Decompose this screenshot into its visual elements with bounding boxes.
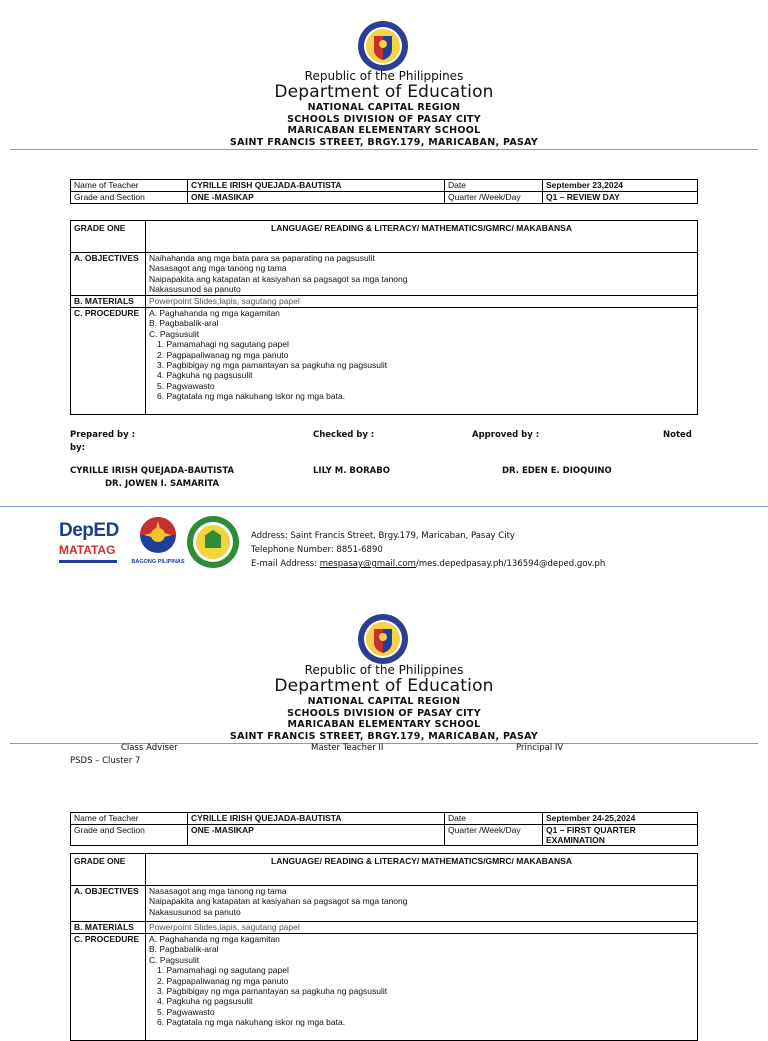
grade-label: Grade and Section bbox=[71, 192, 188, 204]
lesson-plan-table-page2 bbox=[70, 853, 698, 1041]
footer-rule bbox=[0, 506, 768, 507]
procedure-list bbox=[146, 934, 698, 1041]
objective-item: Naipapakita ang katapatan at kasiyahan sa pagsagot sa mga tanong bbox=[149, 273, 408, 284]
grade-value: ONE -MASIKAP bbox=[188, 825, 445, 846]
materials-value: Powerpoint Slides,lapis, sagutang papel bbox=[146, 922, 698, 934]
subjects-cell: LANGUAGE/ READING & LITERACY/ MATHEMATICS/GMRC/ MAKABANSA bbox=[146, 221, 698, 253]
region-line: NATIONAL CAPITAL REGION bbox=[307, 696, 461, 707]
bagong-pilipinas-logo bbox=[131, 515, 185, 565]
procedure-step: 4. Pagkuha ng pagsusulit bbox=[157, 996, 253, 1007]
deped-seal-page2 bbox=[357, 613, 409, 665]
header-lines bbox=[0, 102, 768, 148]
logo-underline bbox=[59, 560, 117, 563]
objectives-list bbox=[146, 886, 698, 922]
procedure-label: C. PROCEDURE bbox=[71, 308, 146, 415]
header-rule bbox=[10, 149, 758, 150]
email-label: E-mail Address: bbox=[251, 559, 320, 569]
objectives-label: A. OBJECTIVES bbox=[71, 253, 146, 296]
procedure-item: A. Paghahanda ng mga kagamitan bbox=[149, 934, 280, 944]
objectives-list bbox=[146, 253, 698, 296]
objective-item: Naipapakita ang katapatan at kasiyahan sa pagsagot sa mga tanong bbox=[149, 896, 408, 907]
quarter-label: Quarter /Week/Day bbox=[445, 825, 543, 846]
matatag-wordmark: MATATAG bbox=[59, 543, 116, 557]
approver-signatory: DR. EDEN E. DIOQUINO bbox=[502, 466, 612, 476]
date-label: Date bbox=[445, 180, 543, 192]
teacher-info-table-page2 bbox=[70, 812, 698, 846]
deped-matatag-logo bbox=[59, 520, 119, 563]
footer-address bbox=[251, 529, 605, 571]
objective-item: Nakasusunod sa panuto bbox=[149, 906, 241, 917]
procedure-step: 1. Pamamahagi ng sagutang papel bbox=[157, 339, 289, 350]
procedure-step: 5. Pagwawasto bbox=[157, 380, 215, 391]
subjects-cell: LANGUAGE/ READING & LITERACY/ MATHEMATICS/GMRC/ MAKABANSA bbox=[146, 854, 698, 886]
date-label: Date bbox=[445, 813, 543, 825]
procedure-step: 5. Pagwawasto bbox=[157, 1006, 215, 1017]
email-link[interactable]: mespasay@gmail.com bbox=[319, 559, 416, 569]
grade-label: Grade and Section bbox=[71, 825, 188, 846]
psds-role: PSDS – Cluster 7 bbox=[70, 756, 141, 766]
procedure-list bbox=[146, 308, 698, 415]
procedure-label: C. PROCEDURE bbox=[71, 934, 146, 1041]
teacher-info-table bbox=[70, 179, 698, 204]
region-line: NATIONAL CAPITAL REGION bbox=[307, 102, 461, 113]
procedure-step: 2. Pagpapaliwanag ng mga panuto bbox=[157, 349, 289, 360]
objective-item: Nasasagot ang mga tanong ng tama bbox=[149, 263, 287, 274]
procedure-item: C. Pagsusulit bbox=[149, 954, 200, 965]
procedure-item: C. Pagsusulit bbox=[149, 328, 200, 339]
quarter-value: Q1 – REVIEW DAY bbox=[543, 192, 698, 204]
principal-role: Principal IV bbox=[516, 743, 564, 753]
materials-label: B. MATERIALS bbox=[71, 922, 146, 934]
date-value: September 24-25,2024 bbox=[543, 813, 698, 825]
email-line bbox=[251, 557, 605, 571]
department-title: Department of Education bbox=[274, 82, 494, 102]
deped-seal-top bbox=[357, 20, 409, 72]
bagong-pilipinas-text: BAGONG PILIPINAS bbox=[131, 559, 185, 565]
checked-by-label: Checked by : bbox=[313, 430, 375, 440]
deped-wordmark: DepED bbox=[59, 520, 119, 541]
date-value: September 23,2024 bbox=[543, 180, 698, 192]
street-line: SAINT FRANCIS STREET, BRGY.179, MARICABAN, PASAY bbox=[229, 730, 539, 742]
republic-line-page2: Republic of the Philippines bbox=[304, 663, 464, 677]
street-line: SAINT FRANCIS STREET, BRGY.179, MARICABAN, PASAY bbox=[229, 136, 539, 148]
email-rest: /mes.depedpasay.ph/136594@deped.gov.ph bbox=[415, 559, 606, 569]
noter-signatory: DR. JOWEN I. SAMARITA bbox=[105, 479, 220, 489]
division-line: SCHOOLS DIVISION OF PASAY CITY bbox=[287, 113, 481, 125]
department-title-page2: Department of Education bbox=[274, 676, 494, 696]
republic-line: Republic of the Philippines bbox=[304, 69, 464, 83]
master-teacher-role: Master Teacher II bbox=[311, 743, 384, 753]
school-seal bbox=[186, 515, 240, 573]
lesson-plan-table bbox=[70, 220, 698, 415]
procedure-item: B. Pagbabalik-aral bbox=[149, 318, 219, 329]
materials-value: Powerpoint Slides,lapis, sagutang papel bbox=[146, 296, 698, 308]
objective-item: Naihahanda ang mga bata para sa paparating na pagsusulit bbox=[149, 253, 375, 263]
grade-one-cell: GRADE ONE bbox=[71, 854, 146, 886]
header-lines-page2 bbox=[0, 696, 768, 742]
procedure-step: 4. Pagkuha ng pagsusulit bbox=[157, 370, 253, 381]
quarter-value: Q1 – FIRST QUARTER EXAMINATION bbox=[543, 825, 698, 846]
teacher-signatory: CYRILLE IRISH QUEJADA-BAUTISTA bbox=[70, 466, 235, 476]
procedure-step: 3. Pagbibigay ng mga pamantayan sa pagkuha ng pagsusulit bbox=[157, 986, 388, 997]
grade-one-cell: GRADE ONE bbox=[71, 221, 146, 253]
noted-label: Noted bbox=[663, 430, 692, 440]
procedure-step: 2. Pagpapaliwanag ng mga panuto bbox=[157, 975, 289, 986]
noted-by-label: by: bbox=[70, 443, 86, 453]
teacher-value: CYRILLE IRISH QUEJADA-BAUTISTA bbox=[188, 180, 445, 192]
procedure-step: 6. Pagtatala ng mga nakuhang iskor ng mga bata. bbox=[157, 1017, 346, 1028]
prepared-by-label: Prepared by : bbox=[70, 430, 135, 440]
bagong-pilipinas-emblem bbox=[131, 515, 185, 555]
objectives-label: A. OBJECTIVES bbox=[71, 886, 146, 922]
class-adviser-role: Class Adviser bbox=[121, 743, 178, 753]
procedure-step: 3. Pagbibigay ng mga pamantayan sa pagkuha ng pagsusulit bbox=[157, 360, 388, 371]
materials-label: B. MATERIALS bbox=[71, 296, 146, 308]
school-line: MARICABAN ELEMENTARY SCHOOL bbox=[287, 125, 481, 136]
checker-signatory: LILY M. BORABO bbox=[313, 466, 390, 476]
phone-line: Telephone Number: 8851-6890 bbox=[251, 545, 383, 555]
address-line: Address: Saint Francis Street, Brgy.179, Maricaban, Pasay City bbox=[251, 531, 515, 541]
grade-value: ONE -MASIKAP bbox=[188, 192, 445, 204]
quarter-label: Quarter /Week/Day bbox=[445, 192, 543, 204]
procedure-step: 1. Pamamahagi ng sagutang papel bbox=[157, 965, 289, 976]
approved-by-label: Approved by : bbox=[472, 430, 540, 440]
procedure-item: B. Pagbabalik-aral bbox=[149, 944, 219, 955]
objective-item: Nakasusunod sa panuto bbox=[149, 284, 241, 295]
objective-item: Nasasagot ang mga tanong ng tama bbox=[149, 886, 287, 896]
school-line: MARICABAN ELEMENTARY SCHOOL bbox=[287, 719, 481, 730]
procedure-item: A. Paghahanda ng mga kagamitan bbox=[149, 308, 280, 318]
teacher-label: Name of Teacher bbox=[71, 813, 188, 825]
teacher-label: Name of Teacher bbox=[71, 180, 188, 192]
teacher-value: CYRILLE IRISH QUEJADA-BAUTISTA bbox=[188, 813, 445, 825]
division-line: SCHOOLS DIVISION OF PASAY CITY bbox=[287, 707, 481, 719]
procedure-step: 6. Pagtatala ng mga nakuhang iskor ng mga bata. bbox=[157, 391, 346, 402]
